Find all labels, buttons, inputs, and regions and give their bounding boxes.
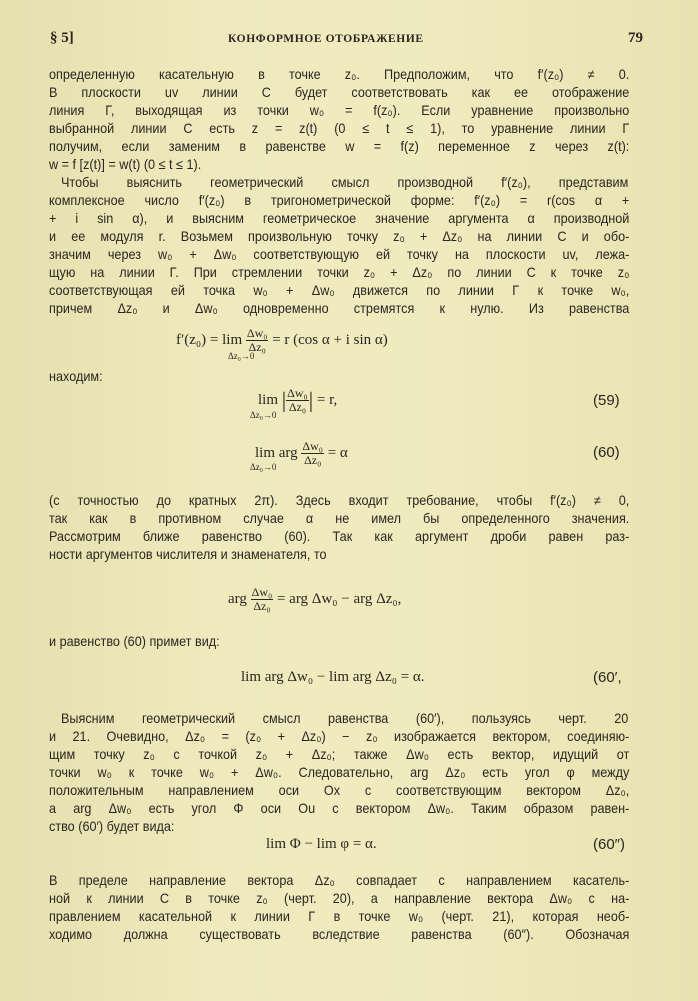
numerator: Δw₀ [302, 439, 323, 453]
formula-arg-difference [228, 586, 401, 613]
text-line: положительным направлением оси Ox с соответствующим вектором Δz₀, [49, 783, 630, 798]
denominator: Δz₀ [304, 453, 322, 467]
formula-rhs: = r (cos α + i sin α) [272, 331, 388, 348]
text-line: Рассмотрим ближе равенство (60). Так как аргумент дроби равен раз- [49, 529, 630, 544]
denominator: Δz₀ [248, 340, 266, 354]
text-line: и ее модуля r. Возьмем произвольную точку z₀ + Δz₀ на линии C и обо- [49, 229, 630, 244]
numerator: Δw₀ [287, 386, 308, 400]
limit-subscript: Δz₀→0 [250, 462, 277, 472]
equation-number: (60) [593, 444, 620, 461]
text-line: соответствующая ей точка w₀ + Δw₀ движется по линии Γ к точке w₀, [49, 283, 630, 298]
text-line: и 21. Очевидно, Δz₀ = (z₀ + Δz₀) − z₀ изображается вектором, соединяю- [49, 729, 630, 744]
text-line: комплексное число f′(z₀) в тригонометрической форме: f′(z₀) = r(cos α + [49, 193, 630, 208]
text-line: щую на линии Γ. При стремлении точки z₀ + Δz₀ по линии C к точке z₀ [49, 265, 630, 280]
fraction [301, 440, 324, 467]
text-line: правлением касательной к линии Γ в точке w₀ (черт. 21), которая необ- [49, 909, 630, 924]
text-line: так как в противном случае α не имел бы определенного значения. [49, 511, 630, 526]
formula-rhs: = arg Δw₀ − arg Δz₀, [276, 590, 402, 607]
numerator: Δw₀ [246, 326, 268, 340]
text-line: ходимо должна существовать вследствие равенства (60″). Обозначая [49, 927, 630, 942]
equation-60-prime: lim arg Δw₀ − lim arg Δz₀ = α. [241, 669, 425, 685]
text-line: w = f [z(t)] = w(t) (0 ≤ t ≤ 1). [49, 157, 202, 172]
denominator: Δz₀ [288, 400, 307, 414]
text-line: (с точностью до кратных 2π). Здесь входит требование, чтобы f′(z₀) ≠ 0, [49, 493, 630, 508]
section-number: § 5] [50, 30, 74, 46]
limit-subscript: Δz₀→0 [250, 410, 277, 420]
page-number: 79 [628, 30, 643, 46]
equation-number: (59) [593, 392, 620, 409]
denominator: Δz₀ [253, 599, 271, 613]
text-line: и равенство (60) примет вид: [49, 634, 220, 649]
text-line: находим: [49, 369, 103, 384]
text-line: ство (60′) будет вида: [49, 819, 175, 834]
running-title: КОНФОРМНОЕ ОТОБРАЖЕНИЕ [228, 33, 424, 45]
text-line: ности аргументов числителя и знаменателя, то [49, 547, 327, 562]
equation-60-double-prime: lim Φ − lim φ = α. [266, 836, 377, 852]
formula-rhs: = α [327, 444, 348, 461]
text-line: Чтобы выяснить геометрический смысл производной f′(z₀), представим [61, 175, 629, 190]
text-line: причем Δz₀ и Δw₀ одновременно стремятся к нулю. Из равенства [49, 301, 630, 316]
formula-rhs: = r, [316, 391, 338, 408]
text-line: точки w₀ к точке w₀ + Δw₀. Следовательно, arg Δz₀ есть угол φ между [49, 765, 630, 780]
lim-label: lim [258, 391, 279, 408]
text-line: щим точку z₀ с точкой z₀ + Δz₀; также Δw₀ есть вектор, идущий от [49, 747, 630, 762]
text-line: определенную касательную в точке z₀. Предположим, что f′(z₀) ≠ 0. [49, 67, 630, 82]
text-line: линия Γ, выходящая из точки w₀ = f(z₀). Если уравнение произвольно [49, 103, 630, 118]
formula-derivative [176, 327, 388, 354]
arg-label: arg [228, 590, 247, 607]
text-line: выбранной линии C есть z = z(t) (0 ≤ t ≤ 1), то уравнение линии Γ [49, 121, 630, 136]
text-line: + i sin α), и выясним геометрическое значение аргумента α производной [49, 211, 630, 226]
limit-subscript: Δz₀→0 [228, 351, 255, 361]
fraction [286, 387, 309, 414]
text-line: получим, если заменим в равенстве w = f(z) переменное z через z(t): [49, 139, 630, 154]
equation-number: (60′, [593, 669, 622, 686]
numerator: Δw₀ [251, 585, 273, 599]
fraction [251, 586, 274, 613]
text-line: В пределе направление вектора Δz₀ совпадает с направлением касатель- [49, 873, 630, 888]
text-line: Выясним геометрический смысл равенства (60′), пользуясь черт. 20 [61, 711, 629, 726]
text-line: значим через w₀ + Δw₀ соответствующую ей точку на плоскости uv, лежа- [49, 247, 630, 262]
lim-arg-label: lim arg [255, 444, 298, 461]
text-line: В плоскости uv линии C будет соответствовать как ее отображение [49, 85, 630, 100]
text-line: а arg Δw₀ есть угол Φ оси Ou с вектором Δw₀. Таким образом равен- [49, 801, 630, 816]
equation-number: (60″) [593, 836, 625, 853]
fraction [246, 327, 269, 354]
formula-lhs: f′(z₀) = lim [176, 331, 243, 348]
text-line: ной к линии C в точке z₀ (черт. 20), а направление вектора Δw₀ с на- [49, 891, 630, 906]
equation-59: lim | $\frac{\text{Δw₀}}{\text{Δz₀}}$ | = r, [258, 386, 338, 414]
